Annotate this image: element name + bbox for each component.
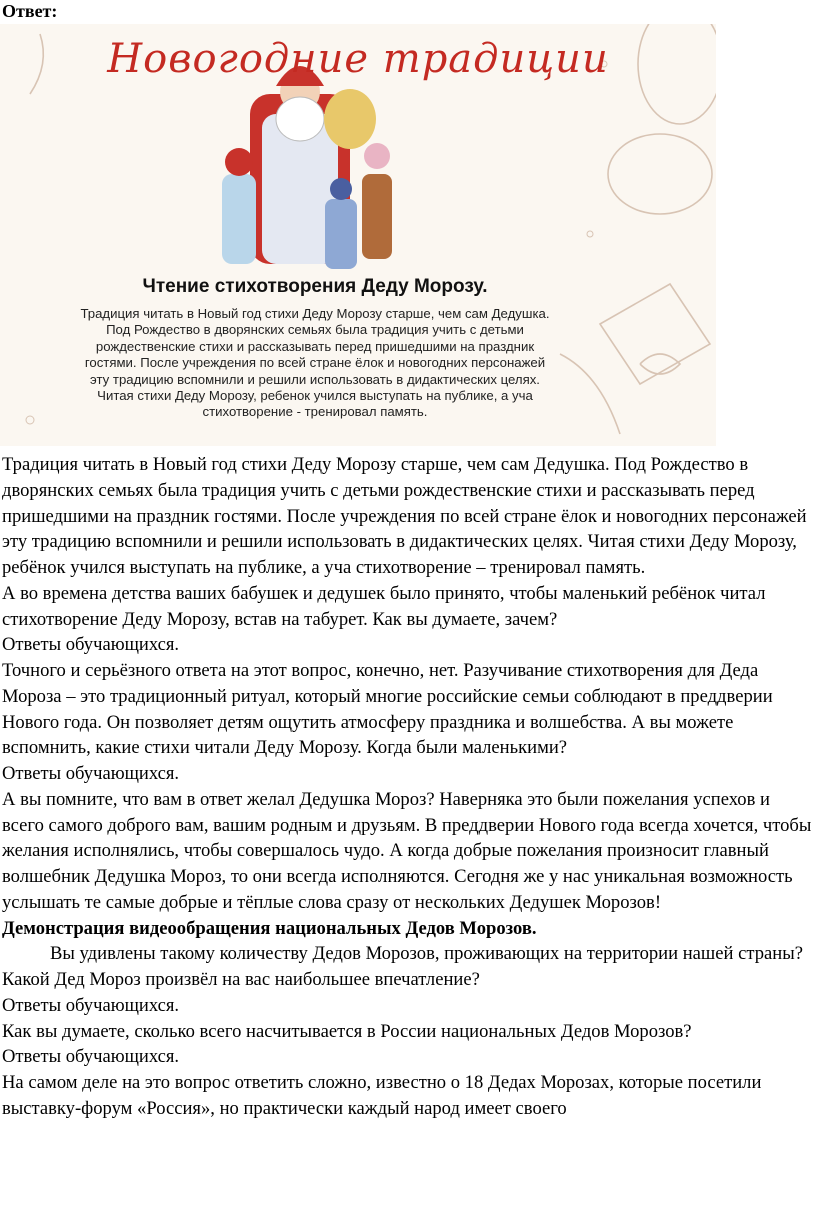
answer-label: Ответ: [2,1,58,21]
poster-subtitle: Чтение стихотворения Деду Морозу. [142,276,488,297]
paragraph: Ответы обучающихся. [2,994,180,1016]
section-heading: Демонстрация видеообращения национальных Дедов Морозов. [2,917,537,939]
paragraph: Точного и серьёзного ответа на этот вопрос, конечно, нет. Разучивание стихотворения для Деда Мороза – это традиционный ритуал, который многие российские семьи соблюдают в преддверии Нового года. Он позволяет детям ощутить атмосферу праздника и волшебства. А вы можете вспомнить, какие стихи читали Деду Морозу. Когда были маленькими? [2,660,773,759]
paragraph: Ответы обучающихся. [2,634,180,656]
paragraph: Вы удивлены такому количеству Дедов Морозов, проживающих на территории нашей страны? Какой Дед Мороз произвёл на вас наибольшее впечатление? [2,943,803,990]
santa-illustration [222,66,392,269]
paragraph: А вы помните, что вам в ответ желал Дедушка Мороз? Наверняка это были пожелания успехов и всего самого доброго вам, вашим родным и друзьям. В преддверии Нового года всегда хочется, чтобы желания исполнялись, чтобы совершалось чудо. А когда добрые пожелания произносит главный волшебник Дедушка Мороз, то они всегда исполняются. Сегодня же у нас уникальная возможность услышать те самые добрые и тёплые слова сразу от нескольких Дедушек Морозов! [2,788,812,913]
paragraph: Традиция читать в Новый год стихи Деду Морозу старше, чем сам Дедушка. Под Рождество в дворянских семьях была традиция учить с детьми рождественские стихи и рассказывать перед пришедшими на праздник гостями. После учреждения по всей стране ёлок и новогодних персонажей эту традицию вспомнили и решили использовать в дидактических целях. Читая стихи Деду Морозу, ребёнок учился выступать на публике, а уча стихотворение – тренировал память. [2,454,807,578]
paragraph: Ответы обучающихся. [2,763,180,784]
paragraph: Ответы обучающихся. [2,1046,180,1068]
poster-image [0,24,716,446]
main-text [2,452,814,1122]
paragraph: А во времена детства ваших бабушек и дедушек было принято, чтобы маленький ребёнок читал стихотворение Деду Морозу, встав на табурет. Как вы думаете, зачем? [2,582,766,630]
paragraph: На самом деле на это вопрос ответить сложно, известно о 18 Дедах Морозах, которые посетили выставку-форум «Россия», но практически каждый народ имеет своего [2,1072,762,1119]
poster-body: Традиция читать в Новый год стихи Деду Морозу старше, чем сам Дедушка. Под Рождество в дворянских семьях была традиция учить с детьми рождественские стихи и рассказывать перед пришедшими на праздник гостями. После учреждения по всей стране ёлок и новогодних персонажей эту традицию вспомнили и решили использовать в дидактических целях. Читая стихи Деду Морозу, ребенок учился выступать на публике, а уча стихотворение - тренировал память. [80,306,550,420]
paragraph: Как вы думаете, сколько всего насчитывается в России национальных Дедов Морозов? [2,1020,692,1042]
poster-title: Новогодние традиции [107,36,609,82]
